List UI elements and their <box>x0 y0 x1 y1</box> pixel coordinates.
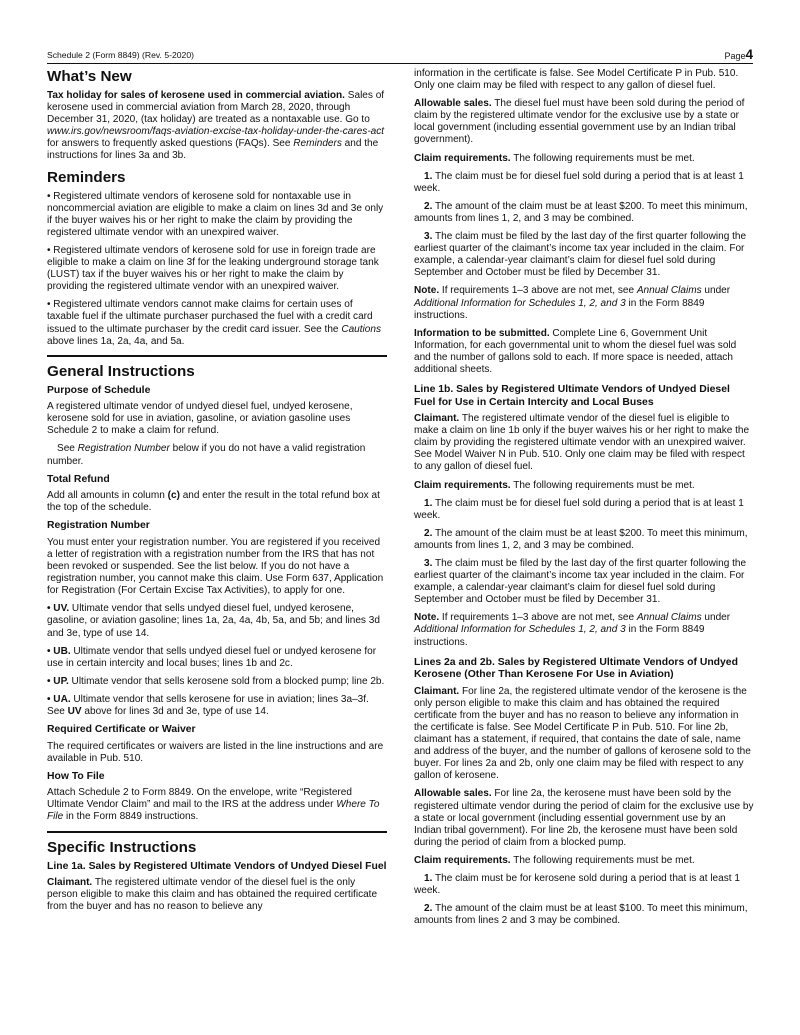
lines-2-claim-requirements: Claim requirements. The following requirements must be met. <box>414 854 695 866</box>
reg-item-ua: • UA. Ultimate vendor that sells kerosene for use in aviation; lines 3a–3f. See UV above for lines 3d and 3e, type of use 14. <box>47 693 369 717</box>
total-refund-heading: Total Refund <box>47 473 110 485</box>
whats-new-paragraph: Tax holiday for sales of kerosene used in commercial aviation. Sales of kerosene used in commercial aviation from March 28, 2020, through December 31, 2020, (tax holiday) are treated as a nontaxable use. Go to www.irs.gov/newsroom/faqs-aviation-excise-tax-holiday-under-the-cares-act for answers to frequently asked questions (FAQs). See Reminders and the instructions for lines 3a and 3b. <box>47 90 385 162</box>
lines-2a-2b-heading: Lines 2a and 2b. Sales by Registered Ultimate Vendors of Undyed Kerosene (Other Than Kerosene For Use in Aviation) <box>414 656 738 681</box>
line-1b-heading: Line 1b. Sales by Registered Ultimate Vendors of Undyed Diesel Fuel for Use in Certain Intercity and Local Buses <box>414 384 730 408</box>
line-1b-requirement-2: 2. The amount of the claim must be at least $200. To meet this minimum, amounts from lines 1, 2, and 3 may be combined. <box>414 527 748 551</box>
faq-url: www.irs.gov/newsroom/faqs-aviation-excise-tax-holiday-under-the-cares-act <box>47 126 385 138</box>
section-rule <box>47 355 387 357</box>
line-1b-requirement-3: 3. The claim must be filed by the last day of the first quarter following the earliest quarter of the claimant’s income tax year included in the claim. For example, a calendar-year claimant’s claim for diesel fuel sold during September and October must be filed by December 31. <box>414 558 747 606</box>
reg-item-uv: • UV. Ultimate vendor that sells undyed diesel fuel, undyed kerosene, gasoline, or aviation gasoline; lines 1a, 2a, 4a, 4b, 5a, and 5b; and lines 3d and 3e, type of use 14. <box>47 603 380 639</box>
line-1a-claimant: Claimant. The registered ultimate vendor of the diesel fuel is the only person eligible to make this claim and has obtained the required certificate from the buyer and has no reason to believe any <box>47 877 378 913</box>
header-rule <box>47 63 753 64</box>
form-reference: Schedule 2 (Form 8849) (Rev. 5-2020) <box>47 50 194 60</box>
requirement-1: 1. The claim must be for diesel fuel sold during a period that is at least 1 week. <box>414 170 744 194</box>
right-column <box>414 68 754 933</box>
reminders-heading: Reminders <box>47 168 126 186</box>
required-certificate-paragraph: The required certificates or waivers are listed in the line instructions and are available in Pub. 510. <box>47 740 384 764</box>
purpose-see-paragraph: See Registration Number below if you do not have a valid registration number. <box>47 443 366 467</box>
line-1b-requirement-1: 1. The claim must be for diesel fuel sold during a period that is at least 1 week. <box>414 497 744 521</box>
line-1a-heading: Line 1a. Sales by Registered Ultimate Vendors of Undyed Diesel Fuel <box>47 860 387 872</box>
registration-paragraph: You must enter your registration number. You are registered if you received a letter of registration with a registration number from the IRS that has not been revoked or suspended. See the list below. If you do not have a registration number, you cannot make this claim. Use Form 637, Application for Registration (For Certain Excise Tax Activities), to apply for one. <box>47 536 384 597</box>
purpose-paragraph: A registered ultimate vendor of undyed diesel fuel, undyed kerosene, kerosene sold for use in aviation, gasoline, or aviation gasoline uses Schedule 2 to make a claim for refund. <box>47 401 353 437</box>
section-rule <box>47 831 387 833</box>
requirement-3: 3. The claim must be filed by the last day of the first quarter following the earliest quarter of the claimant’s income tax year included in the claim. For example, a calendar-year claimant’s claim for diesel fuel sold during September and October must be filed by December 31. <box>414 231 747 279</box>
lines-2-requirement-1: 1. The claim must be for kerosene sold during a period that is at least 1 week. <box>414 872 740 897</box>
lines-2-allowable-sales: Allowable sales. For line 2a, the kerosene must have been sold by the registered ultimate vendor during the period of claim for the exclusive use by a state or local government (including essential government use by an Indian tribal government). For line 2b, the kerosene must have been sold during the period of claim from a blocked pump. <box>414 788 754 848</box>
note-paragraph: Note. If requirements 1–3 above are not met, see Annual Claims under Additional Information for Schedules 1, 2, and 3 in the Form 8849 instructions. <box>414 285 731 321</box>
reminder-bullet-1: • Registered ultimate vendors of kerosene sold for nontaxable use in noncommercial aviation are eligible to make a claim on lines 3d and 3e only if the buyer waives his or her right to make the claim by providing the registered ultimate vendor with an unexpired waiver. <box>47 190 384 238</box>
lines-2-claimant: Claimant. For line 2a, the registered ultimate vendor of the kerosene is the only person eligible to make this claim and has obtained the required certificate from the buyer and has no reason to believe any information in the certificate is false. See Model Certificate P in Pub. 510. For line 2b, claimant has a statement, if required, that contains the date of sale, name and address of the buyer, and the number of gallons of kerosene sold to the buyer. For lines 2a and 2b, only one claim may be filed with respect to any gallon of kerosene. <box>414 685 751 782</box>
requirement-2: 2. The amount of the claim must be at least $200. To meet this minimum, amounts from lines 1, 2, and 3 may be combined. <box>414 200 748 224</box>
purpose-heading: Purpose of Schedule <box>47 384 151 396</box>
registration-number-heading: Registration Number <box>47 520 150 532</box>
line-1b-claimant: Claimant. The registered ultimate vendor of the diesel fuel is eligible to make a claim on line 1b only if the buyer waives his or her right to make the claim by providing the registered ultimate vendor with an unexpired waiver. See Model Waiver N in Pub. 510. Only one claim may be filed with respect to any gallon of diesel fuel. <box>414 413 750 473</box>
allowable-sales: Allowable sales. The diesel fuel must have been sold during the period of claim by the registered ultimate vendor for the exclusive use by a state or local government (including essential government use by an Indian tribal government). <box>414 98 745 146</box>
claimant-continuation: information in the certificate is false. See Model Certificate P in Pub. 510. Only one claim may be filed with respect to any gallon of diesel fuel. <box>414 68 739 92</box>
required-certificate-heading: Required Certificate or Waiver <box>47 724 196 736</box>
specific-instructions-heading: Specific Instructions <box>47 838 197 856</box>
reminders-ref: Reminders <box>293 138 342 150</box>
claim-requirements: Claim requirements. The following requirements must be met. <box>414 152 695 164</box>
lines-2-requirement-2: 2. The amount of the claim must be at least $100. To meet this minimum, amounts from lines 2 and 3 may be combined. <box>414 903 748 927</box>
how-to-file-heading: How To File <box>47 770 105 782</box>
left-column <box>47 68 387 919</box>
reminder-bullet-3: • Registered ultimate vendors cannot make claims for certain uses of taxable fuel if the ultimate purchaser purchased the fuel with a credit card issued to the ultimate purchaser by the credit card issuer. See the Cautions above lines 1a, 2a, 4a, and 5a. <box>47 299 381 347</box>
general-instructions-heading: General Instructions <box>47 362 195 380</box>
page-label: Page <box>724 51 746 61</box>
line-1b-claim-requirements: Claim requirements. The following requirements must be met. <box>414 479 695 491</box>
page-number: 4 <box>745 47 753 62</box>
reg-item-up: • UP. Ultimate vendor that sells kerosene sold from a blocked pump; line 2b. <box>47 675 385 687</box>
whats-new-heading: What’s New <box>47 68 132 85</box>
total-refund-paragraph: Add all amounts in column (c) and enter the result in the total refund box at the top of the schedule. <box>47 490 380 514</box>
reg-item-ub: • UB. Ultimate vendor that sells undyed diesel fuel or undyed kerosene for use in certain intercity and local buses; lines 1b and 2c. <box>47 645 377 669</box>
reminder-bullet-2: • Registered ultimate vendors of kerosene sold for use in foreign trade are eligible to make a claim on line 3f for the leaking underground storage tank (LUST) tax if the buyer waives his or her right to make the claim by providing the registered ultimate vendor with an unexpired waiver. <box>47 244 379 293</box>
tax-holiday-lead: Tax holiday for sales of kerosene used in commercial aviation. <box>47 90 345 101</box>
how-to-file-paragraph: Attach Schedule 2 to Form 8849. On the envelope, write “Registered Ultimate Vendor Claim” and mail to the IRS at the address under Where To File in the Form 8849 instructions. <box>47 787 380 823</box>
information-to-submit: Information to be submitted. Complete Line 6, Government Unit Information, for each governmental unit to whom the diesel fuel was sold and the number of gallons sold to each. If more space is needed, attach additional sheets. <box>414 327 737 375</box>
line-1b-note: Note. If requirements 1–3 above are not met, see Annual Claims under Additional Information for Schedules 1, 2, and 3 in the Form 8849 instructions. <box>414 612 731 648</box>
page-indicator <box>724 47 753 62</box>
